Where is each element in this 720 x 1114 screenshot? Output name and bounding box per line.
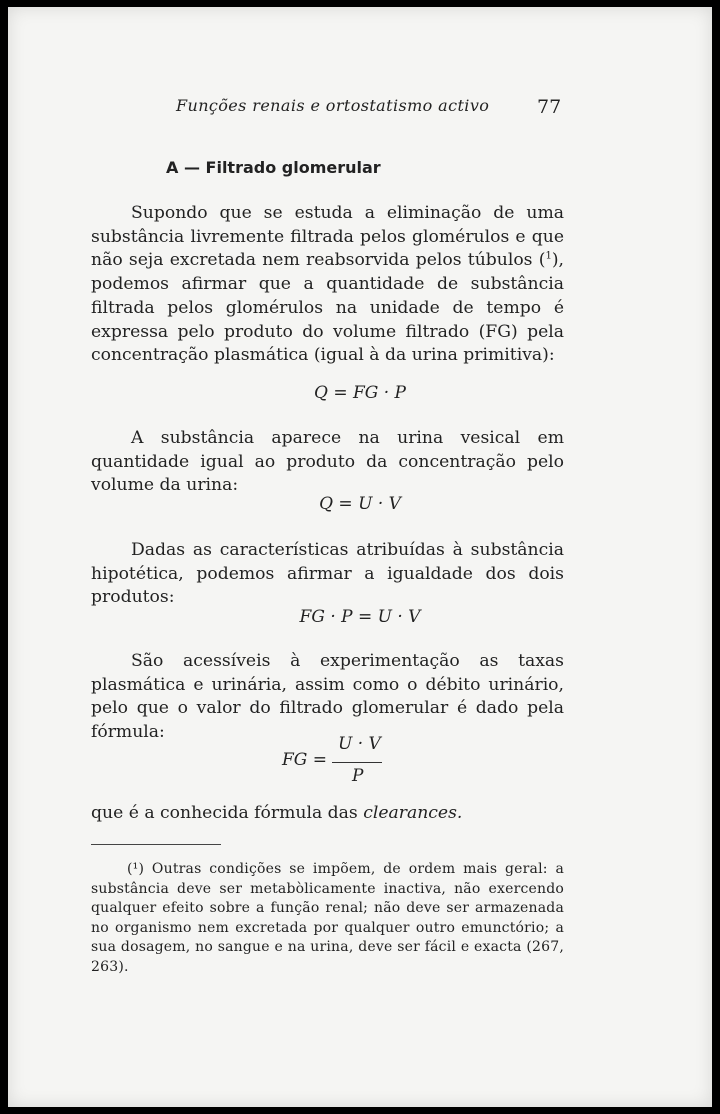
paragraph-1-text-a: Supondo que se estuda a eliminação de uma substância livremente filtrada pelos glomérulos e que não seja excretada nem reabsorvida pelos túbulos (	[91, 203, 564, 271]
paragraph-1	[91, 202, 564, 368]
equation-3: FG · P = U · V	[299, 607, 421, 627]
footnote	[91, 860, 564, 978]
paragraph-2-text: A substância aparece na urina vesical em quantidade igual ao produto da concentração pelo volume da urina:	[91, 428, 564, 496]
equation-1: Q = FG · P	[313, 383, 406, 403]
running-title: Funções renais e ortostatismo activo	[176, 96, 490, 115]
paragraph-5	[91, 802, 564, 826]
paragraph-5-text: que é a conhecida fórmula das	[91, 803, 364, 823]
fraction-bar	[332, 762, 382, 763]
paragraph-1-text-b: ), podemos afirmar que a quantidade de substância filtrada pelos glomérulos na unidade de tempo é expressa pelo produto do volume filtrado (FG) pela concentração plasmática (igual à da urina primitiva):	[91, 250, 564, 366]
footnote-divider	[91, 844, 221, 845]
paragraph-2	[91, 427, 564, 498]
footnote-ref: 1	[545, 250, 552, 262]
paragraph-5-italic: clearances.	[363, 803, 463, 823]
footnote-marker: (¹)	[127, 861, 145, 877]
equation-4-denominator: P	[352, 766, 364, 786]
equation-2: Q = U · V	[319, 494, 401, 514]
paragraph-3-text: Dadas as características atribuídas à substância hipotética, podemos afirmar a igualdade dos dois produtos:	[91, 540, 564, 608]
paragraph-3	[91, 539, 564, 610]
footnote-text: Outras condições se impõem, de ordem mais geral: a substância deve ser metabòlicamente inactiva, não exercendo qualquer efeito sobre a função renal; não deve ser armazenada no organismo nem excretada por qualquer outro emunctório; a sua dosagem, no sangue e na urina, deve ser fácil e exacta (267, 263).	[91, 861, 564, 975]
equation-4-lhs: FG =	[282, 750, 328, 770]
equation-4-numerator: U · V	[338, 734, 381, 754]
section-heading: A — Filtrado glomerular	[166, 158, 381, 177]
paragraph-4	[91, 650, 564, 745]
paragraph-4-text: São acessíveis à experimentação as taxas plasmática e urinária, assim como o débito urinário, pelo que o valor do filtrado glomerular é dado pela fórmula:	[91, 651, 564, 743]
page-number: 77	[537, 96, 562, 118]
